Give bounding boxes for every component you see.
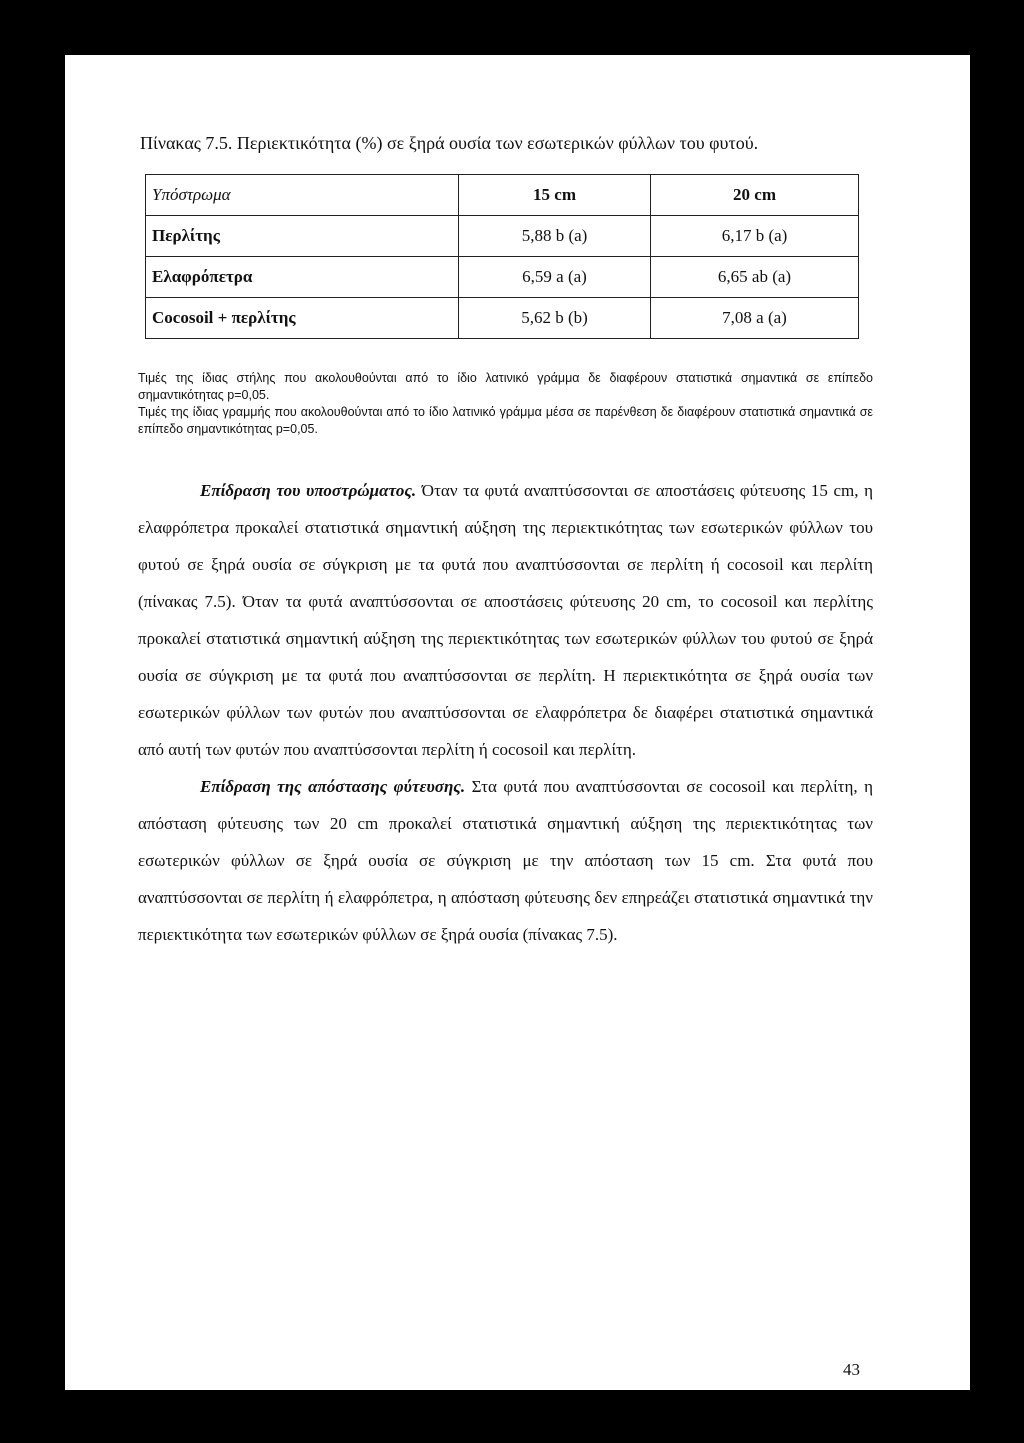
- header-20cm: 20 cm: [651, 175, 859, 216]
- header-substrate: Υπόστρωμα: [146, 175, 459, 216]
- paragraph-text: Στα φυτά που αναπτύσσονται σε cocosoil και περλίτη, η απόσταση φύτευσης των 20 cm προκαλεί στατιστικά σημαντική αύξηση της περιεκτικότητας των εσωτερικών φύλλων σε ξηρά ουσία σε σύγκριση με την απόσταση των 15 cm. Στα φυτά που αναπτύσσονται σε περλίτη ή ελαφρόπετρα, η απόσταση φύτευσης δεν επηρεάζει στατιστικά σημαντικά την περιεκτικότητα των εσωτερικών φύλλων σε ξηρά ουσία (πίνακας 7.5).: [138, 777, 873, 944]
- row-label: Ελαφρόπετρα: [146, 257, 459, 298]
- cell-15cm: 5,62 b (b): [459, 298, 651, 339]
- document-page: [65, 55, 970, 1390]
- table-row: [146, 216, 859, 257]
- body-text: [138, 472, 873, 953]
- footnote-column: Τιμές της ίδιας στήλης που ακολουθούνται από το ίδιο λατινικό γράμμα δε διαφέρουν στατιστικά σημαντικά σε επίπεδο σημαντικότητας p=0,05.: [138, 371, 873, 402]
- paragraph-text: Όταν τα φυτά αναπτύσσονται σε αποστάσεις φύτευσης 15 cm, η ελαφρόπετρα προκαλεί στατιστικά σημαντική αύξηση της περιεκτικότητας των εσωτερικών φύλλων του φυτού σε ξηρά ουσία σε σύγκριση με τα φυτά που αναπτύσσονται σε περλίτη ή cocosoil και περλίτη (πίνακας 7.5). Όταν τα φυτά αναπτύσσονται σε αποστάσεις φύτευσης 20 cm, το cocosoil και περλίτης προκαλεί στατιστικά σημαντική αύξηση της περιεκτικότητας των εσωτερικών φύλλων του φυτού σε ξηρά ουσία σε σύγκριση με τα φυτά που αναπτύσσονται σε περλίτη. Η περιεκτικότητα σε ξηρά ουσία των εσωτερικών φύλλων των φυτών που αναπτύσσονται σε ελαφρόπετρα δε διαφέρει στατιστικά σημαντικά από αυτή των φυτών που αναπτύσσονται περλίτη ή cocosoil και περλίτη.: [138, 481, 873, 759]
- table-caption: Πίνακας 7.5. Περιεκτικότητα (%) σε ξηρά ουσία των εσωτερικών φύλλων του φυτού.: [140, 133, 759, 153]
- table-footnotes: [138, 370, 873, 438]
- paragraph-heading: Επίδραση της απόστασης φύτευσης.: [200, 777, 466, 796]
- row-label: Περλίτης: [146, 216, 459, 257]
- table-row: [146, 257, 859, 298]
- paragraph-spacing-effect: [138, 768, 873, 953]
- cell-20cm: 6,17 b (a): [651, 216, 859, 257]
- cell-20cm: 6,65 ab (a): [651, 257, 859, 298]
- cell-15cm: 5,88 b (a): [459, 216, 651, 257]
- paragraph-substrate-effect: [138, 472, 873, 768]
- table-header-row: [146, 175, 859, 216]
- row-label: Cocosoil + περλίτης: [146, 298, 459, 339]
- page-number: 43: [843, 1360, 860, 1379]
- paragraph-heading: Επίδραση του υποστρώματος.: [200, 481, 417, 500]
- cell-15cm: 6,59 a (a): [459, 257, 651, 298]
- footnote-row: Τιμές της ίδιας γραμμής που ακολουθούνται από το ίδιο λατινικό γράμμα μέσα σε παρένθεση δε διαφέρουν στατιστικά σημαντικά σε επίπεδο σημαντικότητας p=0,05.: [138, 405, 873, 436]
- table-row: [146, 298, 859, 339]
- header-15cm: 15 cm: [459, 175, 651, 216]
- dry-matter-table: [145, 174, 859, 339]
- cell-20cm: 7,08 a (a): [651, 298, 859, 339]
